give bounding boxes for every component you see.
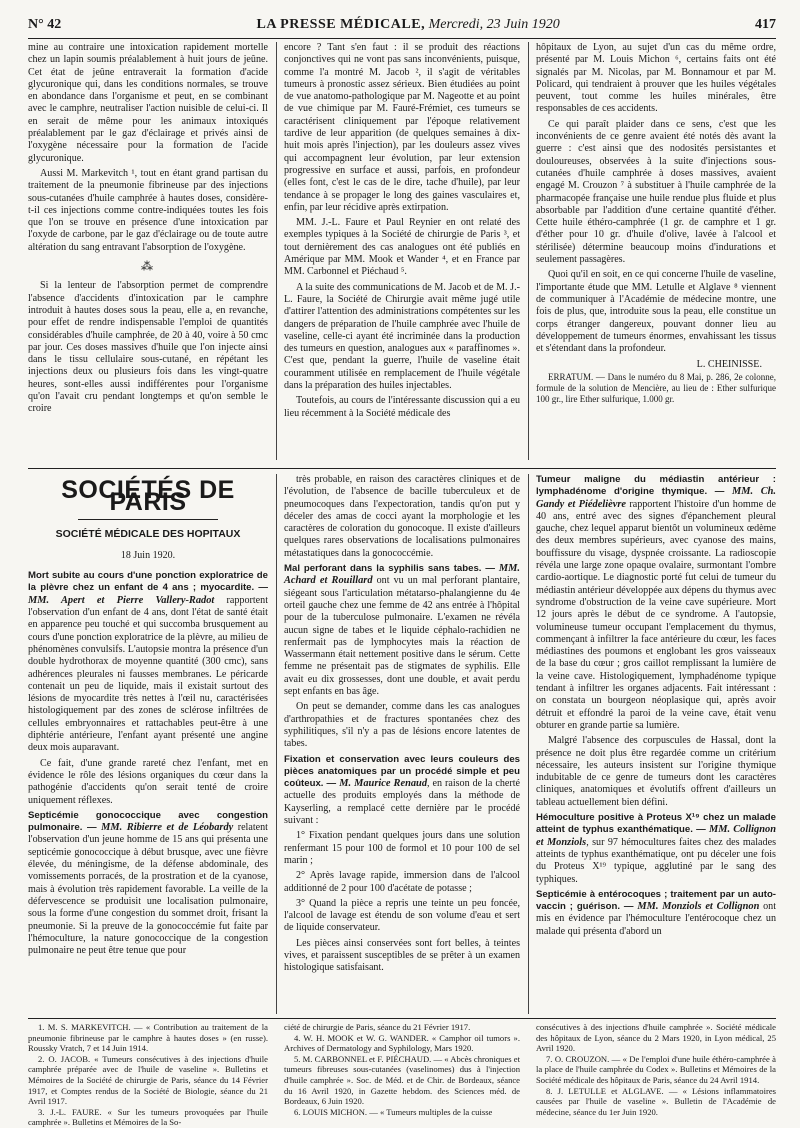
- society-column-1: [28, 474, 268, 1014]
- footnotes-column-3: [536, 1022, 776, 1117]
- article-column-2: [284, 42, 520, 460]
- paragraph: hôpitaux de Lyon, au sujet d'un cas du même ordre, présenté par M. Louis Michon ⁶, certains faits ont été signalés par M. Nicolas, par M. Bonnamour et par M. Policard, qui tendraient à prouver que les huiles végétales peuvent, tout comme les huiles minérales, être responsables de ces accidents.: [536, 42, 776, 115]
- communication-entry: [536, 889, 776, 938]
- publication-line: [256, 17, 559, 33]
- communication-authors: [101, 822, 233, 833]
- footnote: 8. J. LETULLE et ALGLAVE. — « Lésions inflammatoires causées par l'huile de vaseline ». Bulletin de l'Académie de médecine, séance du 1er Juin 1920.: [536, 1085, 776, 1117]
- author-signature: L. CHEINISSE.: [696, 359, 762, 371]
- footnote: 4. W. H. MOOK et W. G. WANDER. « Camphor oil tumors ». Archives of Dermatology and Syphilology, Mars 1920.: [284, 1032, 520, 1054]
- paragraph: Toutefois, au cours de l'intéressante discussion qui a eu lieu récemment à la Société médicale des: [284, 395, 520, 419]
- communication-title: Mort subite au cours d'une ponction exploratrice de la plèvre chez un enfant de 4 ans ; myocardite. —: [28, 570, 268, 594]
- paragraph: Quoi qu'il en soit, en ce qui concerne l'huile de vaseline, l'importante étude que MM. Letulle et Alglave ⁸ viennent de communiquer à l'Académie de médecine montre, une fois de plus, que, introduite sous la peau, elle constitue un corps étranger dangereux, pouvant donner lieu au développement de tumeurs énormes, envahissant les tissus et s'étendant dans la profondeur.: [536, 269, 776, 355]
- communication-authors: [28, 595, 214, 606]
- communication-text: rapportent l'observation d'un enfant de 4 ans, dont l'état de santé était en apparence peu touché et qui succomba brusquement au cours d'une ponction exploratrice de la plèvre, au milieu de phénomènes convulsifs. L'autopsie montra la présence d'un double hydrothorax de moyenne quantité (300 cmc), sans adhérences pleurales ni fausses membranes. Le péricarde contenait un peu de liquide, mais il existait surtout des lésions de myocardite très nettes à l'œil nu, caractérisées histologiquement par des zones de sclérose infiltrées de cellules embryonnaires et rattachables peut-être à une diphtérie antérieure, l'enfant ayant présenté une angine deux mois auparavant.: [28, 594, 268, 754]
- publication-name: LA PRESSE MÉDICALE,: [256, 17, 426, 32]
- communication-text: Les pièces ainsi conservées sont fort belles, à teintes vives, et paraissent susceptibles de se prêter à un examen histologique satisfaisant.: [284, 937, 520, 974]
- footnote-rule: [28, 1018, 776, 1019]
- title-rule: [78, 519, 218, 520]
- footnote: 3. J.-L. FAURE. « Sur les tumeurs provoquées par l'huile camphrée ». Bulletins et Mémoires de la So-: [28, 1106, 268, 1128]
- footnote: ciété de chirurgie de Paris, séance du 21 Février 1917.: [284, 1022, 471, 1032]
- footnotes-column-2: [284, 1022, 520, 1117]
- authors-names: MM. Achard et Rouillard: [284, 563, 520, 587]
- communication-text: Ce fait, d'une grande rareté chez l'enfant, met en évidence le rôle des lésions organiques du cœur dans la pathogénie d'accidents qu'on serait tenté de croire uniquement réflexes.: [28, 757, 268, 806]
- session-date: 18 Juin 1920.: [120, 549, 176, 561]
- footnote: 7. O. CROUZON. — « De l'emploi d'une huile éthéro-camphrée à la place de l'huile camphrée du Codex ». Bulletins et Mémoires de la Société médicale des hôpitaux de Paris, séance du 24 Avril 1914.: [536, 1053, 776, 1085]
- issue-number: N° 42: [28, 17, 62, 32]
- erratum-note: ERRATUM. — Dans le numéro du 8 Mai, p. 286, 2e colonne, formule de la solution de Mencière, au lieu de : Ether sulfurique 100 gr., lire Ether sulfurique, 1.000 gr.: [536, 371, 776, 404]
- footnote: 1. M. S. MARKEVITCH. — « Contribution au traitement de la pneumonie fibrineuse par le camphre à hautes doses » (en russe). Roussky Vratch, 7 et 14 Juin 1914.: [28, 1022, 268, 1054]
- communication-authors: [339, 778, 427, 789]
- footnote: 5. M. CARBONNEL et F. PIÉCHAUD. — « Abcès chroniques et tumeurs fibreuses sous-cutanées (vaselinomes) dus à l'injection d'huile camphrée ». Soc. de Méd. et de Chir. de Bordeaux, séance du 16 Avril 1920, in Gazette hebdom. des Sciences méd. de Bordeaux, 6 Juin 1920.: [284, 1053, 520, 1107]
- society-column-2: [284, 474, 520, 1014]
- paragraph: [28, 758, 268, 807]
- communication-text: 2° Après lavage rapide, immersion dans de l'alcool additionné de 2 pour 100 d'acétate de potasse ;: [284, 870, 520, 894]
- communication-entry: [28, 810, 268, 958]
- running-header: [28, 14, 776, 36]
- communication-authors: [637, 901, 759, 912]
- paragraph: mine au contraire une intoxication rapidement mortelle chez un lapin soumis préalablement à huit jours de jeûne. Cet état de jeûne entraverait la formation d'acide glycuronique qui, dans les conditions normales, se trouve en abondance dans l'organisme et peut, en se combinant avec le camphre, neutraliser l'action nuisible de celui-ci. Il en serait de même pour les animaux intoxiqués préalablement par le gaz d'éclairage et privés ainsi de l'oxygène nécessaire pour la formation de l'acide glycuronique.: [28, 42, 268, 164]
- footnote: 2. O. JACOB. « Tumeurs consécutives à des injections d'huile camphrée préparée avec de l'huile de vaseline ». Bulletins et Mémoires de la Société de chirurgie de Paris, séance du 14 Février 1917, et Comptes rendus de la Société de Biologie, séance du 21 Avril 1917.: [28, 1053, 268, 1107]
- paragraph: [284, 830, 520, 867]
- communication-text: relatent l'observation d'un jeune homme de 15 ans qui présenta une septicémie gonococcique à début brusque, avec une fièvre élevée, du méningisme, de la défense abdominale, des vomissements porracés, de la prostration et de la cyanose, mais à évolution très rapidement favorable. La veille de la défervescence se produisit une localisation pulmonaire, sous la forme d'une congestion du sommet droit, frisant la pneumonie. Si la preuve de la gonococcémie fut faite par l'hémoculture, la nature gonococcique de la congestion pulmonaire ne peut être tenue que pour: [28, 822, 268, 957]
- paragraph: Aussi M. Markevitch ¹, tout en étant grand partisan du traitement de la pneumonie fibrineuse par des injections sous-cutanées d'huile camphrée à hautes doses, considère-t-il ces injections comme contre-indiquées toutes les fois que l'on se trouve en présence d'une intoxication par l'oxyde de carbone, par le gaz d'éclairage ou de toute autre altération du sang entravant l'absorption de l'oxygène.: [28, 167, 268, 253]
- column-divider: [276, 474, 277, 1014]
- paragraph: A la suite des communications de M. Jacob et de M. J.-L. Faure, la Société de Chirurgie avait même jugé utile d'attirer l'attention des administrations compétentes sur les dangers de préparation de l'huile camphrée avec l'huile de vaseline, celle-ci ayant été incriminée dans la production des tumeurs en question, analogues aux « paraffinomes ». C'est que, pendant la guerre, l'huile de vaseline était couramment utilisée en remplacement de l'huile végétale dans la préparation des huiles injectables.: [284, 281, 520, 392]
- communication-entry: [284, 563, 520, 698]
- communication-title: Septicémie à entérocoques ; traitement par un auto-vaccin ; guérison. —: [536, 888, 776, 913]
- communication-entry: [536, 474, 776, 732]
- article-column-1: [28, 42, 268, 460]
- publication-date: Mercredi, 23 Juin 1920: [428, 17, 560, 32]
- communication-text: ont vu un mal perforant plantaire, siégeant sous l'articulation métatarso-phalangienne du 4e orteil gauche chez une femme de 42 ans entrée à l'hôpital pour de la tuberculose pulmonaire. L'examen ne révéla aucun signe de tabes et le liquide céphalo-rachidien ne renfermait pas de lymphocytes mais la réaction de Wassermann était nettement positive dans le sérum. Cette femme ne présentait pas de stigmates de syphilis. Elle avait eu dix grossesses, dont une double, et avait perdu sept enfants en bas âge.: [284, 575, 520, 698]
- footnote: 6. LOUIS MICHON. — « Tumeurs multiples de la cuisse: [294, 1106, 493, 1117]
- communication-text: ont mis en évidence par l'hémoculture l'entérocoque chez un malade qui présenta d'abord un: [536, 901, 777, 937]
- communication-title: Fixation et conservation avec leurs couleurs des pièces anatomiques par un procédé simple et peu coûteux. —: [284, 753, 520, 790]
- communication-title: Septicémie gonococcique avec congestion pulmonaire. —: [28, 809, 268, 834]
- column-divider: [276, 42, 277, 460]
- authors-names: M. Maurice Renaud: [339, 778, 428, 790]
- paragraph: [284, 938, 520, 975]
- authors-names: MM. Collignon et Monziols: [536, 824, 776, 848]
- communication-entry: [536, 812, 776, 886]
- footnote: consécutives à des injections d'huile camphrée ». Société médicale des hôpitaux de Lyon, séance du 2 Mars 1920, in Lyon médical, 25 Avril 1920.: [536, 1022, 776, 1054]
- communication-entry: [284, 754, 520, 828]
- paragraph: MM. J.-L. Faure et Paul Reynier en ont relaté des exemples typiques à la Société de chirurgie de Paris ³, et tout dernièrement des cas analogues ont été publiés en Amérique par MM. Mook et Wander ⁴, et en France par MM. Carbonnel et Piéchaud ⁵.: [284, 217, 520, 278]
- section-rule: [28, 468, 776, 469]
- column-divider: [528, 474, 529, 1014]
- authors-names: MM. Monziols et Collignon: [637, 901, 760, 913]
- article-column-3: [536, 42, 776, 472]
- communication-title: Mal perforant dans la syphilis sans tabes. —: [284, 563, 499, 575]
- column-divider: [528, 42, 529, 460]
- paragraph: encore ? Tant s'en faut : il se produit des réactions conjonctives qui ne vont pas sans inconvénients, puisque, comme l'a montré M. Jacob ², il s'agit de véritables tumeurs à pronostic assez sérieux. Bien étudiées au point de vue anatomo-pathologique par M. Nageotte et au point de vue chimique par M. Fauré-Frémiet, ces tumeurs se caractérisent cliniquement par l'époque relativement tardive de leur apparition (de quelques semaines à dix-huit mois après l'injection), par les douleurs assez vives qui accompagnent leur évolution, par leur extension progressive en surface et aussi, parfois, en profondeur (elles font, c'est le cas de le dire, tache d'huile), par leur tendance à se propager le long des gaines vasculaires et, enfin, par leur récidive après extirpation.: [284, 42, 520, 213]
- paragraph: [284, 701, 520, 750]
- communication-text: , en raison de la cherté actuelle des produits employés dans la méthode de Kayserling, a remplacé cette dernière par le procédé suivant :: [284, 778, 520, 827]
- paragraph: Ce qui paraît plaider dans ce sens, c'est que les inconvénients de ce genre avaient été notés dès avant la guerre : c'est ainsi que des nodosités persistantes et douloureuses, observées à la suite d'injections sous-cutanées d'huile camphrée à doses massives, avaient engagé M. Crouzon ⁷ à substituer à l'huile camphrée de la pharmacopée française une huile rendue plus fluide et plus absorbable par l'addition d'une certaine quantité d'éther. Cette huile éthéro-camphrée (1 gr. de camphre et 1 gr. d'éther pour 10 gr. d'huile d'olive, lavée à l'alcool et stérilisée) détermine beaucoup moins d'indurations et seulement passagères.: [536, 118, 776, 266]
- paragraph: [284, 870, 520, 895]
- communication-title: Hémoculture positive à Proteus X¹⁹ chez un malade atteint de typhus exanthématique. —: [536, 812, 776, 836]
- paragraph: Si la lenteur de l'absorption permet de comprendre l'absence d'accidents d'intoxication par le camphre introduit à hautes doses sous la peau, elle a, en revanche, pour effet de rendre indispensable l'emploi de quantités considérables d'huile camphrée, de 20 à 40, voire à 50 cmc par jour. Ces doses massives d'huile que l'on injecte ainsi dans le tissu cellulaire sous-cutané, en répétant les injections deux ou plusieurs fois dans les vingt-quatre heures, sont-elles aussi indifférentes pour l'organisme qu'on l'avait cru pendant longtemps et qu'on semble le croire: [28, 280, 268, 415]
- section-separator: ⁂: [141, 259, 155, 274]
- communication-entry: [28, 570, 268, 754]
- footnotes-column-1: [28, 1022, 268, 1128]
- society-column-3: [536, 474, 776, 1014]
- communication-text: , sur 97 hémocultures faites chez des malades atteints de typhus exanthématique, ont pu déceler une fois du Proteus X¹⁹ typique, agglutiné par le sang des typhiques.: [536, 836, 776, 885]
- authors-names: MM. Apert et Pierre Vallery-Radot: [28, 594, 215, 606]
- paragraph: [284, 474, 520, 560]
- communication-text: 3° Quand la pièce a repris une teinte un peu foncée, l'alcool de lavage est étendu de son volume d'eau et sert de liquide conservateur.: [284, 897, 520, 934]
- section-title: SOCIÉTÉS DE PARIS: [61, 476, 235, 517]
- communication-text: Malgré l'absence des corpuscules de Hassal, dont la présence ne doit plus être regardée comme un critérium nécessaire, les auteurs insistent sur l'origine thymique indubitable de ce genre de tumeurs dont les caractères cliniques, anatomiques et évolutifs offrent d'ailleurs un tableau actuellement bien défini.: [536, 735, 776, 808]
- communication-text: On peut se demander, comme dans les cas analogues d'arthropathies et de fractures spontanées chez des syphilitiques, s'il n'y a pas de lésions encore latentes de tabes.: [284, 701, 520, 750]
- communication-text: rapportent l'histoire d'un homme de 40 ans, entré avec des signes d'épanchement pleural gauche, chez lequel apparut bientôt un volumineux œdème des deux membres supérieurs, avec cyanose des mains, bouffissure du visage, dyspnée croissante. La radioscopie révéla une large zone opaque ovalaire, surmontant l'ombre cardio-aortique. Le diagnostic porté fut celui de tumeur du médiastin antérieur développée aux dépens du thymus avec syndrome d'obstruction de la veine cave supérieure. Mort 12 jours après le début de ce syndrome. A l'autopsie, volumineuse tumeur occupant l'emplacement du thymus, commençant à infiltrer la face antérieure du cœur, les faces médiastines des poumons et englobant les gros vaisseaux de la base du cœur ; gros caillot remplissant la lumière de la veine cave. Histologiquement, lymphadénome typique tendant à infiltrer les organes adjacents. Fait intéressant : on constata un bourgeon néoplasique qui, après avoir détruit et effondré la paroi de la veine cave, était venu obturer en grande partie sa lumière.: [536, 498, 776, 731]
- paragraph: [284, 898, 520, 935]
- communication-text: très probable, en raison des caractères cliniques et de l'évolution, de l'absence de bacille tuberculeux et de pneumocoques dans l'expectoration, tandis qu'on put y déceler des amas de cocci ayant la morphologie et les caractères de coloration du gonocoque. Il existe d'ailleurs quelques rares observations de localisations pulmonaires métastatiques dans la gonococcémie.: [284, 474, 520, 559]
- authors-names: MM. Ribierre et de Léobardy: [101, 822, 234, 834]
- society-name: SOCIÉTÉ MÉDICALE DES HOPITAUX: [55, 527, 241, 540]
- header-rule: [28, 38, 776, 39]
- communication-title: Tumeur maligne du médiastin antérieur : lymphadénome d'origine thymique. —: [536, 474, 776, 498]
- paragraph: [536, 735, 776, 809]
- authors-names: MM. Ch. Gandy et Piédelièvre: [536, 486, 777, 510]
- page-number: 417: [755, 17, 776, 32]
- communication-text: 1° Fixation pendant quelques jours dans une solution renfermant 15 pour 100 de formol et 10 pour 100 de sel marin ;: [284, 830, 520, 866]
